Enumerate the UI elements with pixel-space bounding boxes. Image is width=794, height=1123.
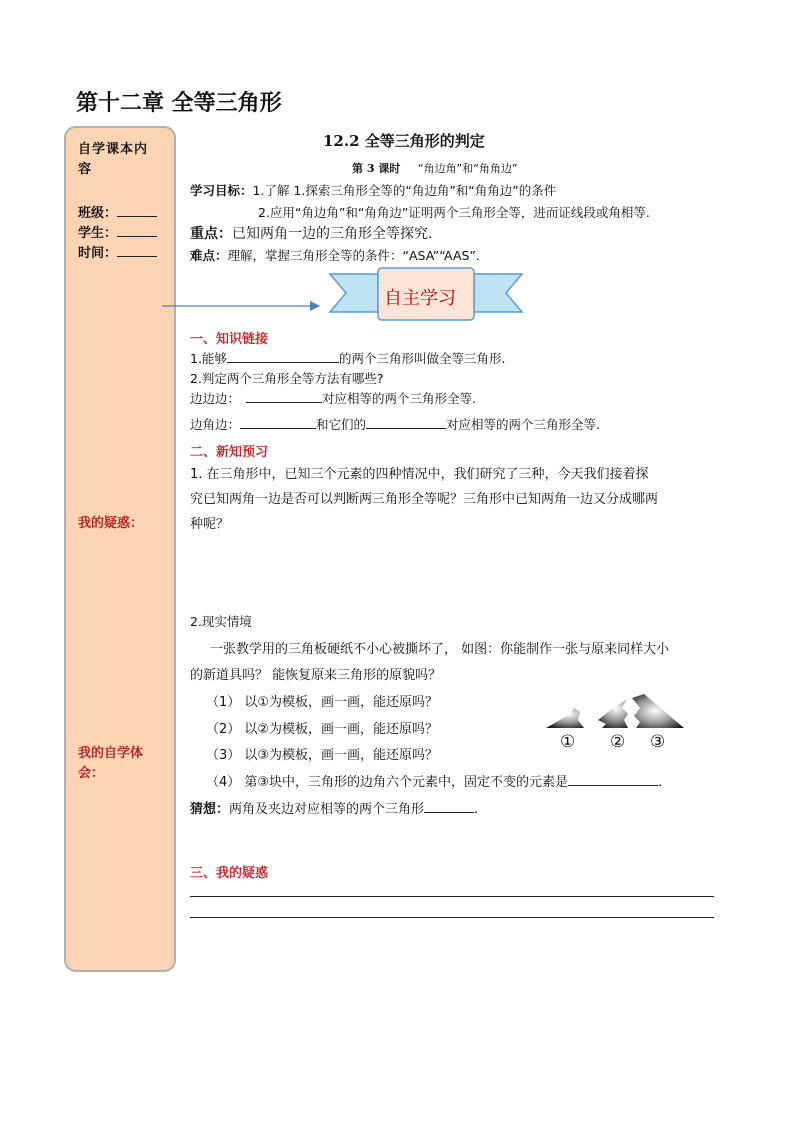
key-text: 已知两角一边的三角形全等探究.	[232, 226, 433, 242]
answer-line-2[interactable]	[190, 917, 714, 918]
guess	[190, 798, 478, 817]
section2-p1-line1: 1. 在三角形中，已知三个元素的四种情况中，我们研究了三种，今天我们接着探	[190, 467, 649, 482]
sss-post: 对应相等的两个三角形全等.	[322, 391, 476, 406]
lesson-period: 第 3 课时	[352, 162, 401, 175]
section2-p1-line3: 种呢？	[190, 517, 230, 532]
sidebar-heading-line2: 容	[78, 162, 92, 177]
q1-post: 的两个三角形叫做全等三角形.	[338, 351, 506, 366]
class-blank[interactable]	[117, 204, 157, 217]
banner-text: 自主学习	[384, 288, 456, 309]
class-field[interactable]	[78, 202, 157, 221]
student-label: 学生：	[78, 226, 118, 241]
situation-p-line2: 的新道具吗？ 能恢复原来三角形的原貌吗？	[190, 668, 442, 683]
sidebar-heading-line1: 自学课本内	[78, 142, 149, 157]
guess-text: 两角及夹边对应相等的两个三角形	[229, 802, 425, 817]
student-field[interactable]	[78, 222, 157, 241]
torn-triangle-figure	[544, 694, 686, 730]
section2-p1-line2: 究已知两角一边是否可以判断两三角形全等呢？三角形中已知两角一边又分成哪两	[190, 492, 659, 507]
time-field[interactable]	[78, 242, 157, 261]
sas-blank-1[interactable]	[240, 416, 316, 429]
lesson-subtitle	[352, 160, 518, 176]
section2-heading: 二、新知预习	[190, 445, 269, 460]
situation-p-line1: 一张教学用的三角板硬纸不小心被撕坏了， 如图：你能制作一张与原来同样大小	[210, 642, 670, 657]
section3-heading: 三、我的疑惑	[190, 866, 269, 881]
question-item-3: （3） 以③为模板，画一画，能还原吗？	[206, 748, 439, 763]
learning-goals	[190, 181, 556, 199]
sas-post: 对应相等的两个三角形全等.	[446, 417, 601, 432]
figure-label-3: ③	[650, 732, 666, 752]
section1-q1	[190, 349, 505, 367]
section1-heading: 一、知识链接	[190, 332, 269, 347]
situation-heading: 2.现实情境	[190, 614, 252, 629]
sas-mid: 和它们的	[316, 417, 367, 432]
experience-label-line2: 会：	[78, 766, 105, 781]
sss-blank[interactable]	[246, 390, 322, 403]
sss-label: 边边边：	[190, 391, 241, 406]
item4-post: .	[658, 775, 663, 790]
goals-label: 学习目标：	[190, 183, 253, 198]
section1-q2: 2.判定两个三角形全等方法有哪些?	[190, 371, 384, 386]
doubt-label: 我的疑惑：	[78, 516, 144, 531]
item4-pre: （4） 第③块中，三角形的边角六个元素中，固定不变的元素是	[206, 775, 569, 790]
time-label: 时间：	[78, 246, 118, 261]
experience-label-line1: 我的自学体	[78, 746, 144, 761]
class-label: 班级：	[78, 206, 118, 221]
answer-line-1[interactable]	[190, 896, 714, 897]
student-blank[interactable]	[117, 224, 157, 237]
key-label: 重点：	[190, 226, 232, 242]
difficulty-text: 理解，掌握三角形全等的条件：“ASA”“AAS”．	[227, 248, 489, 263]
fragment-3-shape	[632, 694, 684, 728]
goal-2: 2.应用“角边角”和“角角边”证明两个三角形全等，进而证线段或角相等.	[258, 205, 650, 220]
question-item-1: （1） 以①为模板，画一画，能还原吗？	[206, 695, 439, 710]
guess-label: 猜想：	[190, 802, 230, 817]
difficulty-label: 难点：	[190, 248, 228, 263]
question-item-4	[206, 771, 662, 790]
fragment-1-shape	[546, 708, 584, 728]
difficulty	[190, 246, 488, 264]
lesson-title: 12.2 全等三角形的判定	[323, 132, 485, 150]
item4-blank[interactable]	[568, 773, 658, 786]
question-item-2: （2） 以②为模板，画一画，能还原吗？	[206, 722, 439, 737]
fragment-2-shape	[598, 700, 628, 728]
figure-label-2: ②	[610, 732, 626, 752]
guess-post: .	[474, 802, 479, 817]
goal-1: 1.了解 1.探索三角形全等的“角边角”和“角角边”的条件	[252, 183, 557, 198]
q1-pre: 1.能够	[190, 351, 227, 366]
sas-blank-2[interactable]	[366, 416, 446, 429]
arrow-icon	[162, 296, 322, 316]
guess-blank[interactable]	[424, 800, 474, 813]
lesson-topic: “角边角”和“角角边”	[417, 162, 518, 175]
key-point	[190, 223, 432, 243]
time-blank[interactable]	[117, 244, 157, 257]
sas-rule	[190, 415, 600, 433]
q1-blank[interactable]	[227, 350, 339, 363]
sas-label: 边角边：	[190, 417, 241, 432]
sss-rule	[190, 389, 476, 407]
figure-label-1: ①	[560, 732, 576, 752]
chapter-title: 第十二章 全等三角形	[76, 91, 282, 116]
